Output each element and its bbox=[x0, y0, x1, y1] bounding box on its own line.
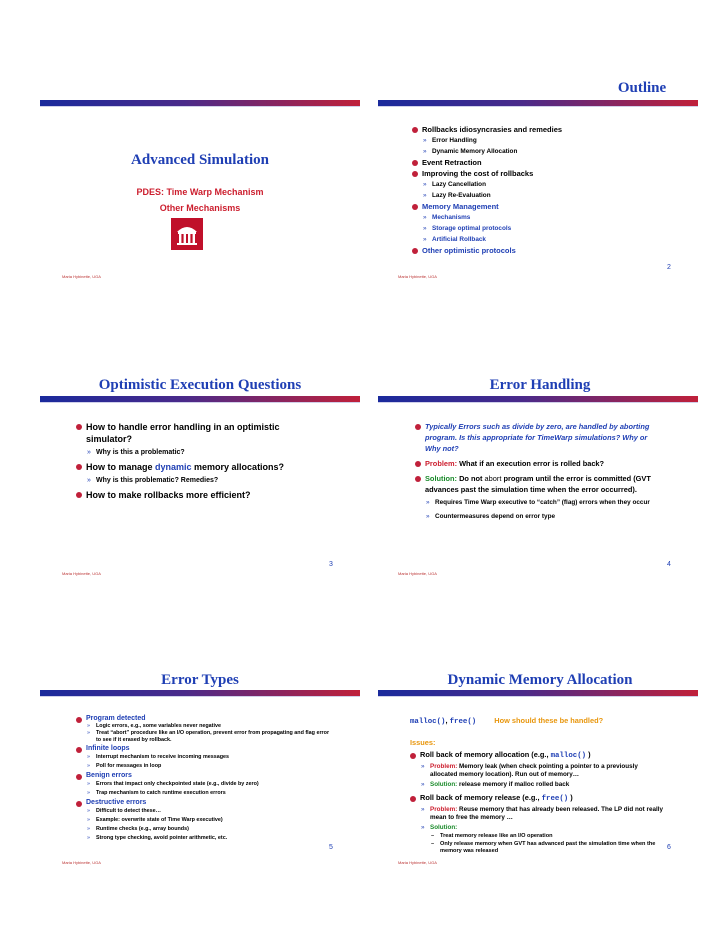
list-item: » Error Handling bbox=[412, 135, 692, 146]
list-item: » Why is this a problematic? bbox=[76, 447, 326, 459]
slide-4 bbox=[378, 377, 698, 577]
list-item bbox=[410, 763, 666, 779]
title-bar bbox=[40, 396, 360, 402]
title-bar bbox=[378, 396, 698, 402]
list-item: » Strong type checking, avoid pointer arithmetic, etc. bbox=[76, 834, 330, 843]
solution-label: Solution: bbox=[430, 781, 458, 788]
slide-number: 6 bbox=[667, 844, 671, 851]
list-item: » Lazy Re-Evaluation bbox=[412, 190, 692, 201]
slide-subtitle: PDES: Time Warp Mechanism bbox=[136, 187, 264, 197]
item-text: Memory leak (when check pointing a pointer to a previously allocated memory location). Run out of memory… bbox=[430, 763, 638, 778]
list-item: » Storage optimal protocols bbox=[412, 223, 692, 234]
list-item: » Errors that impact only checkpointed state (e.g., divide by zero) bbox=[76, 780, 330, 789]
list-item: Improving the cost of rollbacks bbox=[412, 168, 692, 179]
item-text: Roll back of memory release (e.g., bbox=[420, 793, 542, 802]
item-text: ) bbox=[568, 793, 573, 802]
separator: , bbox=[445, 716, 450, 725]
list-item: » Why is this problematic? Remedies? bbox=[76, 475, 326, 487]
outline-list bbox=[412, 124, 692, 256]
slide-5 bbox=[40, 672, 360, 872]
item-text: Reuse memory that has already been released. The LP did not really mean to free the memory … bbox=[430, 806, 663, 821]
slide-title: Error Types bbox=[161, 672, 239, 688]
content-list bbox=[415, 421, 655, 522]
slide-number: 2 bbox=[667, 264, 671, 271]
list-item: Other optimistic protocols bbox=[412, 245, 692, 256]
list-item: » Difficult to detect these… bbox=[76, 807, 330, 816]
list-item: » Poll for messages in loop bbox=[76, 762, 330, 771]
slide-1 bbox=[40, 80, 360, 280]
item-text: How to manage bbox=[86, 462, 156, 472]
issue-list bbox=[410, 750, 666, 855]
list-item bbox=[415, 458, 655, 469]
item-text: What if an execution error is rolled back? bbox=[457, 459, 605, 468]
list-item: How to handle error handling in an optimistic simulator? bbox=[76, 421, 326, 445]
slide-footer: Maria Hybinette, UGA bbox=[398, 571, 437, 576]
error-type-list bbox=[76, 714, 330, 843]
problem-label: Problem: bbox=[430, 806, 458, 813]
code-malloc: malloc() bbox=[550, 752, 587, 760]
slide-number: 5 bbox=[329, 844, 333, 851]
question-list bbox=[76, 421, 326, 501]
list-item: » Interrupt mechanism to receive incoming messages bbox=[76, 753, 330, 762]
uga-logo bbox=[171, 218, 203, 250]
list-item: Event Retraction bbox=[412, 157, 692, 168]
list-item: » Mechanisms bbox=[412, 212, 692, 223]
title-bar bbox=[378, 100, 698, 106]
slide-3 bbox=[40, 377, 360, 577]
list-item bbox=[410, 750, 666, 761]
list-item: – Treat memory release like an I/O operation bbox=[410, 833, 666, 840]
title-bar bbox=[40, 690, 360, 696]
slide-footer: Maria Hybinette, UGA bbox=[62, 274, 101, 279]
highlighted-word: dynamic bbox=[155, 462, 192, 472]
problem-label: Problem: bbox=[430, 763, 458, 770]
list-item: Destructive errors bbox=[76, 798, 330, 807]
issues-label: Issues: bbox=[410, 738, 436, 747]
slide-title: Error Handling bbox=[489, 377, 591, 393]
list-item bbox=[410, 793, 666, 804]
code-free: free() bbox=[449, 718, 477, 726]
list-item: » Lazy Cancellation bbox=[412, 179, 692, 190]
list-item: » Runtime checks (e.g., array bounds) bbox=[76, 825, 330, 834]
item-text: memory allocations? bbox=[191, 462, 285, 472]
item-text: release memory if malloc rolled back bbox=[457, 781, 570, 788]
list-item bbox=[415, 473, 655, 495]
list-item: » Dynamic Memory Allocation bbox=[412, 146, 692, 157]
solution-label: Solution: bbox=[425, 474, 458, 483]
function-line bbox=[410, 716, 603, 726]
list-item: » Requires Time Warp executive to “catch” (flag) errors when they occur bbox=[415, 498, 655, 508]
list-item: Memory Management bbox=[412, 201, 692, 212]
list-item bbox=[410, 806, 666, 822]
title-bar bbox=[40, 100, 360, 106]
title-bar bbox=[378, 690, 698, 696]
slide-2 bbox=[378, 80, 698, 280]
item-text: Do not bbox=[457, 474, 485, 483]
slide-title: Dynamic Memory Allocation bbox=[447, 672, 633, 688]
list-item: How to make rollbacks more efficient? bbox=[76, 489, 326, 501]
list-item: Rollbacks idiosyncrasies and remedies bbox=[412, 124, 692, 135]
list-item: » Solution: bbox=[410, 824, 666, 832]
item-text: program until the error is committed (GVT advances past the simulation time when the error occurred). bbox=[425, 474, 651, 494]
list-item: Typically Errors such as divide by zero, are handled by aborting program. Is this appropriate for TimeWarp simulations? Why or Why not? bbox=[415, 421, 655, 454]
list-item: » Treat “abort” procedure like an I/O operation, prevent error from propagating and flag error to see if it erased by rollback. bbox=[76, 730, 330, 744]
list-item bbox=[410, 781, 666, 789]
slide-number: 4 bbox=[667, 561, 671, 568]
slide-title: Advanced Simulation bbox=[131, 152, 269, 168]
list-item: Benign errors bbox=[76, 771, 330, 780]
list-item: Program detected bbox=[76, 714, 330, 723]
problem-label: Problem: bbox=[425, 459, 458, 468]
item-text: abort bbox=[484, 474, 502, 483]
item-text: Roll back of memory allocation (e.g., bbox=[420, 750, 551, 759]
list-item: » Countermeasures depend on error type bbox=[415, 512, 655, 522]
list-item: Infinite loops bbox=[76, 744, 330, 753]
code-malloc: malloc() bbox=[410, 718, 446, 726]
slide-footer: Maria Hybinette, UGA bbox=[62, 860, 101, 865]
slide-footer: Maria Hybinette, UGA bbox=[398, 274, 437, 279]
list-item: » Logic errors, e.g., some variables never negative bbox=[76, 723, 330, 730]
slide-number: 3 bbox=[329, 561, 333, 568]
list-item: » Trap mechanism to catch runtime execution errors bbox=[76, 789, 330, 798]
list-item: – Only release memory when GVT has advanced past the simulation time when the memory was released bbox=[410, 841, 666, 855]
slide-subtitle: Other Mechanisms bbox=[159, 203, 241, 213]
slide-footer: Maria Hybinette, UGA bbox=[62, 571, 101, 576]
question-text: How should these be handled? bbox=[494, 716, 604, 725]
code-free: free() bbox=[541, 795, 569, 803]
item-text: ) bbox=[586, 750, 591, 759]
slide-title: Optimistic Execution Questions bbox=[98, 377, 302, 393]
list-item: » Artificial Rollback bbox=[412, 234, 692, 245]
slide-title: Outline bbox=[617, 80, 667, 96]
slide-footer: Maria Hybinette, UGA bbox=[398, 860, 437, 865]
slide-6 bbox=[378, 672, 698, 872]
list-item: » Example: overwrite state of Time Warp executive) bbox=[76, 816, 330, 825]
list-item bbox=[76, 461, 326, 473]
